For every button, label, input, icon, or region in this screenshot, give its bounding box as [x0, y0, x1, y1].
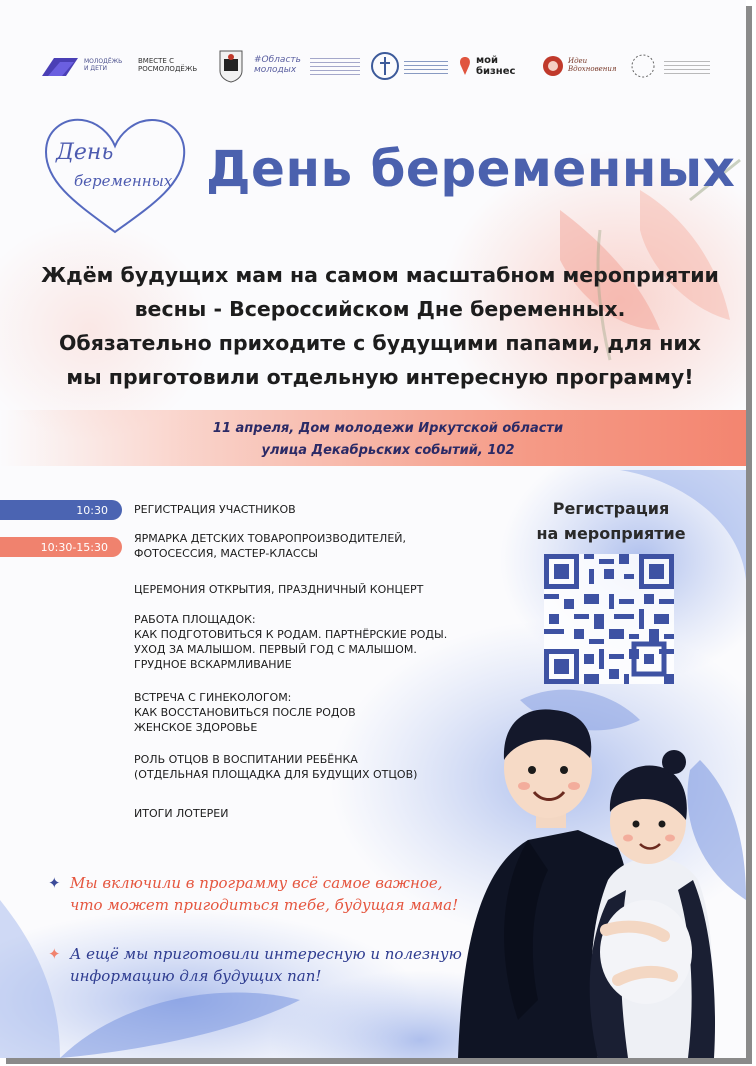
- schedule-item-lottery: ИТОГИ ЛОТЕРЕИ: [134, 807, 229, 820]
- event-date-venue: 11 апреля, Дом молодежи Иркутской области: [212, 421, 564, 436]
- event-address: улица Декабрьских событий, 102: [261, 443, 515, 458]
- vmeste-s-rosmolodezh-logo: ВМЕСТЕ С РОСМОЛОДЁЖЬ: [138, 57, 198, 73]
- intro-line: Обязательно приходите с будущими папами, для них: [59, 331, 701, 355]
- heart-logo-line2: беременных: [74, 172, 173, 190]
- page-title: День беременных: [206, 140, 736, 198]
- ministry-health-logo: [370, 51, 448, 81]
- registration-heading: Регистрация на мероприятие: [536, 499, 686, 543]
- note-for-dads: ✦ А ещё мы приготовили интересную и полезную информацию для будущих пап!: [48, 945, 462, 985]
- couple-illustration: [458, 700, 720, 1058]
- intro-line: мы приготовили отдельную интересную программу!: [66, 365, 694, 389]
- moy-biznes-logo: мой бизнес: [458, 55, 532, 77]
- sparkle-icon: ✦: [48, 945, 61, 963]
- ideas-logo: Идеи Вдохновения: [542, 55, 616, 77]
- note-for-moms: ✦ Мы включили в программу всё самое важное, что может пригодиться тебе, будущая мама!: [48, 874, 459, 914]
- time-badge-1030: 10:30: [0, 500, 122, 520]
- heart-logo-line1: День: [56, 140, 114, 165]
- center-logo: [626, 53, 710, 79]
- event-info-band: [0, 410, 746, 466]
- sparkle-icon: ✦: [48, 874, 61, 892]
- schedule-item-registration: РЕГИСТРАЦИЯ УЧАСТНИКОВ: [134, 503, 296, 516]
- partner-logos: [40, 44, 720, 88]
- molodezh-i-deti-logo: МОЛОДЁЖЬ И ДЕТИ: [40, 54, 128, 78]
- ministry-youth-logo: #Область молодых: [254, 56, 360, 76]
- irkutsk-coat-of-arms-logo: [218, 49, 244, 83]
- schedule-item-workshops: РАБОТА ПЛОЩАДОК: КАК ПОДГОТОВИТЬСЯ К РОДАМ. ПАРТНЁРСКИЕ РОДЫ. УХОД ЗА МАЛЫШОМ. ПЕРВЫЙ ГОД С МАЛЫШОМ. ГРУДНОЕ ВСКАРМЛИВАНИЕ: [134, 613, 448, 671]
- schedule-item-gynecologist: ВСТРЕЧА С ГИНЕКОЛОГОМ: КАК ВОССТАНОВИТЬСЯ ПОСЛЕ РОДОВ ЖЕНСКОЕ ЗДОРОВЬЕ: [134, 691, 356, 734]
- intro-line: Ждём будущих мам на самом масштабном мероприятии: [41, 263, 719, 287]
- time-badge-1030-1530: 10:30-15:30: [0, 537, 122, 557]
- heart-logo: [40, 114, 190, 238]
- schedule-item-fathers: РОЛЬ ОТЦОВ В ВОСПИТАНИИ РЕБЁНКА (ОТДЕЛЬНАЯ ПЛОЩАДКА ДЛЯ БУДУЩИХ ОТЦОВ): [134, 753, 418, 781]
- intro-text: [30, 258, 730, 394]
- intro-line: весны - Всероссийском Дне беременных.: [134, 297, 626, 321]
- schedule-item-opening: ЦЕРЕМОНИЯ ОТКРЫТИЯ, ПРАЗДНИЧНЫЙ КОНЦЕРТ: [134, 583, 424, 596]
- registration-qr-code[interactable]: [544, 554, 674, 684]
- schedule-item-fair: ЯРМАРКА ДЕТСКИХ ТОВАРОПРОИЗВОДИТЕЛЕЙ, ФОТОСЕССИЯ, МАСТЕР-КЛАССЫ: [134, 532, 406, 560]
